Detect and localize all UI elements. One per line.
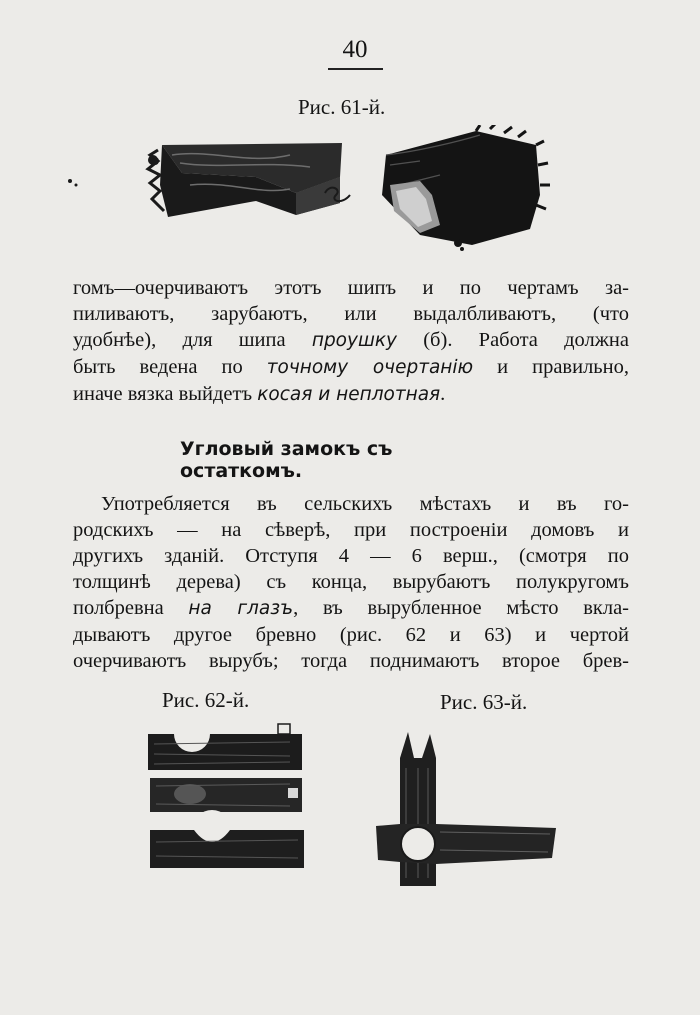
paragraph-1-line: гомъ—очерчиваютъ этотъ шипъ и по чертамъ за-	[73, 277, 629, 299]
paragraph-1-line	[73, 327, 629, 354]
paragraph-2-line: толщинѣ дерева) съ конца, вырубаютъ полукругомъ	[73, 571, 629, 593]
italic-term: точному очертанію	[266, 357, 474, 378]
text-run: (б). Работа должна	[397, 329, 629, 351]
text-run: удобнѣе), для шипа	[73, 329, 312, 351]
paragraph-1	[73, 275, 629, 408]
figure-62-log-middle	[150, 778, 302, 812]
paragraph-1-line	[73, 381, 629, 408]
figure-61-illustration	[60, 125, 560, 265]
paragraph-2	[73, 491, 629, 674]
page-number-rule	[328, 68, 383, 70]
paragraph-1-line: пиливаютъ, зарубаютъ, или выдалбливаютъ, (что	[73, 303, 629, 325]
figure-63-caption: Рис. 63-й.	[440, 690, 528, 714]
figure-62-illustration	[140, 720, 315, 880]
text-run: иначе вязка выйдетъ	[73, 383, 258, 405]
paragraph-1-line	[73, 354, 629, 381]
paragraph-2-line: Употребляется въ сельскихъ мѣстахъ и въ го-	[101, 493, 629, 515]
text-run: быть ведена по	[73, 356, 267, 378]
paragraph-2-line	[73, 595, 629, 622]
figure-62-caption: Рис. 62-й.	[162, 688, 250, 712]
figure-61-caption: Рис. 61-й.	[298, 95, 386, 119]
paragraph-2-line: родскихъ — на сѣверѣ, при построеніи домовъ и	[73, 519, 629, 541]
italic-term: косая и неплотная	[257, 384, 441, 405]
page-number: 40	[342, 36, 368, 63]
figure-61-block-b	[382, 125, 550, 251]
figure-62-log-top	[148, 724, 302, 770]
figure-61-block-a	[68, 143, 342, 217]
italic-term: проушку	[311, 330, 397, 351]
text-run: , въ вырубленное мѣсто вкла-	[293, 597, 629, 619]
figure-63-cross-section	[401, 827, 435, 861]
figure-62-log-bottom	[150, 810, 304, 868]
paragraph-2-line: дываютъ другое бревно (рис. 62 и 63) и чертой	[73, 624, 629, 646]
text-run: .	[440, 383, 446, 405]
figure-63-illustration	[370, 728, 565, 893]
text-run: и правильно,	[473, 356, 629, 378]
paragraph-2-line: очерчиваютъ вырубъ; тогда поднимаютъ второе брев-	[73, 650, 629, 672]
text-run: полбревна	[73, 597, 189, 619]
paragraph-2-line: другихъ зданій. Отступя 4 — 6 верш., (смотря по	[73, 545, 629, 567]
italic-term: на глазъ	[188, 598, 294, 619]
section-heading: Угловый замокъ съ остаткомъ.	[180, 438, 393, 482]
